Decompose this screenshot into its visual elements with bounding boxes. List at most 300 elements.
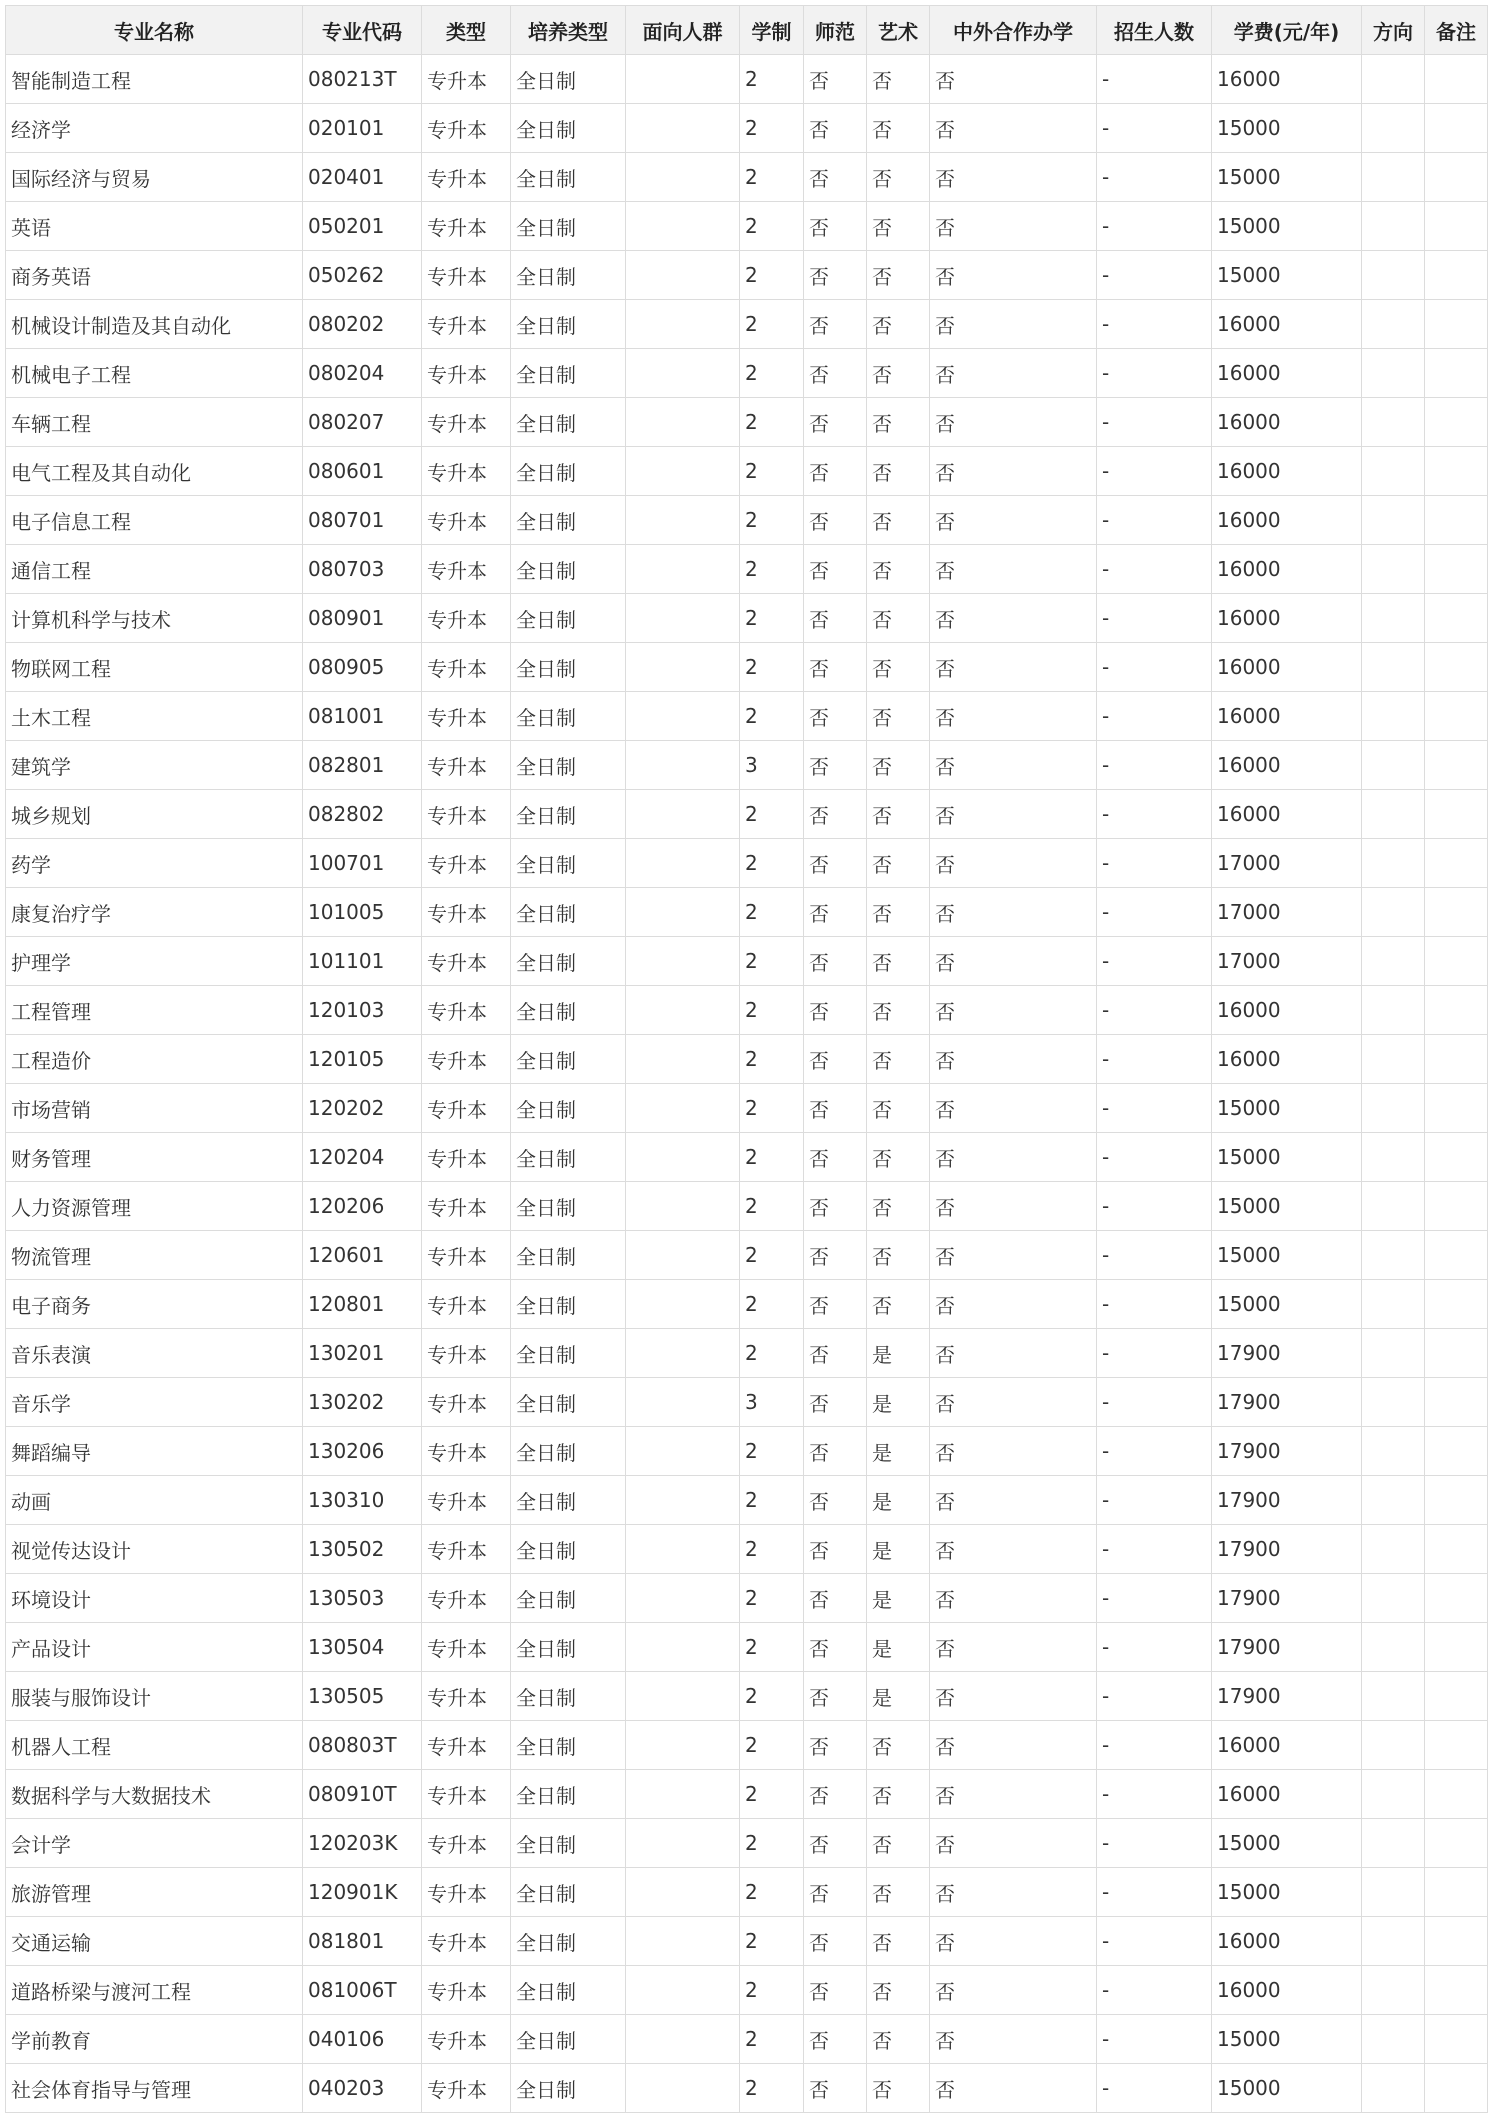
- tuition-cell: 17900: [1212, 1672, 1362, 1721]
- joint-program-cell: 否: [930, 1133, 1097, 1182]
- major-name-cell: 物联网工程: [6, 643, 303, 692]
- training-type-cell: 全日制: [511, 1427, 626, 1476]
- type-cell: 专升本: [422, 1427, 511, 1476]
- art-cell: 否: [867, 2064, 930, 2113]
- type-cell: 专升本: [422, 1133, 511, 1182]
- major-name-cell: 产品设计: [6, 1623, 303, 1672]
- direction-cell: [1362, 1476, 1425, 1525]
- duration-cell: 2: [740, 349, 804, 398]
- type-cell: 专升本: [422, 104, 511, 153]
- training-type-cell: 全日制: [511, 2015, 626, 2064]
- training-type-cell: 全日制: [511, 1966, 626, 2015]
- target-group-cell: [626, 447, 740, 496]
- target-group-cell: [626, 1476, 740, 1525]
- enrollment-cell: -: [1097, 1721, 1212, 1770]
- type-cell: 专升本: [422, 1329, 511, 1378]
- enrollment-cell: -: [1097, 447, 1212, 496]
- major-name-cell: 机器人工程: [6, 1721, 303, 1770]
- art-cell: 否: [867, 1182, 930, 1231]
- training-type-cell: 全日制: [511, 1721, 626, 1770]
- major-code-cell: 082802: [303, 790, 422, 839]
- duration-cell: 2: [740, 937, 804, 986]
- duration-cell: 2: [740, 1182, 804, 1231]
- type-cell: 专升本: [422, 447, 511, 496]
- major-code-cell: 120206: [303, 1182, 422, 1231]
- major-name-cell: 经济学: [6, 104, 303, 153]
- direction-cell: [1362, 986, 1425, 1035]
- duration-cell: 2: [740, 1672, 804, 1721]
- major-code-cell: 080207: [303, 398, 422, 447]
- duration-cell: 2: [740, 1966, 804, 2015]
- type-cell: 专升本: [422, 1231, 511, 1280]
- joint-program-cell: 否: [930, 2064, 1097, 2113]
- major-code-cell: 081801: [303, 1917, 422, 1966]
- target-group-cell: [626, 1770, 740, 1819]
- target-group-cell: [626, 1378, 740, 1427]
- duration-cell: 2: [740, 1721, 804, 1770]
- direction-cell: [1362, 1525, 1425, 1574]
- art-cell: 是: [867, 1525, 930, 1574]
- enrollment-cell: -: [1097, 1035, 1212, 1084]
- art-cell: 否: [867, 594, 930, 643]
- training-type-cell: 全日制: [511, 1182, 626, 1231]
- art-cell: 否: [867, 888, 930, 937]
- duration-cell: 2: [740, 1917, 804, 1966]
- remarks-cell: [1425, 300, 1488, 349]
- type-cell: 专升本: [422, 692, 511, 741]
- art-cell: 否: [867, 937, 930, 986]
- direction-cell: [1362, 1574, 1425, 1623]
- target-group-cell: [626, 55, 740, 104]
- duration-cell: 2: [740, 643, 804, 692]
- remarks-cell: [1425, 839, 1488, 888]
- major-code-cell: 080803T: [303, 1721, 422, 1770]
- table-row: [6, 692, 1488, 741]
- training-type-cell: 全日制: [511, 1084, 626, 1133]
- art-cell: 是: [867, 1378, 930, 1427]
- tuition-cell: 17900: [1212, 1476, 1362, 1525]
- target-group-cell: [626, 888, 740, 937]
- art-cell: 否: [867, 1868, 930, 1917]
- normal-school-cell: 否: [804, 1917, 867, 1966]
- normal-school-cell: 否: [804, 1721, 867, 1770]
- training-type-cell: 全日制: [511, 839, 626, 888]
- joint-program-cell: 否: [930, 2015, 1097, 2064]
- major-code-cell: 130201: [303, 1329, 422, 1378]
- type-cell: 专升本: [422, 300, 511, 349]
- remarks-cell: [1425, 1084, 1488, 1133]
- table-row: [6, 496, 1488, 545]
- table-row: [6, 839, 1488, 888]
- training-type-cell: 全日制: [511, 1476, 626, 1525]
- direction-cell: [1362, 643, 1425, 692]
- remarks-cell: [1425, 496, 1488, 545]
- table-row: [6, 300, 1488, 349]
- training-type-cell: 全日制: [511, 104, 626, 153]
- tuition-cell: 16000: [1212, 447, 1362, 496]
- type-cell: 专升本: [422, 937, 511, 986]
- tuition-cell: 17900: [1212, 1574, 1362, 1623]
- target-group-cell: [626, 300, 740, 349]
- direction-cell: [1362, 398, 1425, 447]
- normal-school-cell: 否: [804, 1476, 867, 1525]
- direction-cell: [1362, 1280, 1425, 1329]
- enrollment-cell: -: [1097, 986, 1212, 1035]
- joint-program-cell: 否: [930, 594, 1097, 643]
- joint-program-cell: 否: [930, 1427, 1097, 1476]
- normal-school-cell: 否: [804, 2064, 867, 2113]
- table-row: [6, 1280, 1488, 1329]
- remarks-cell: [1425, 741, 1488, 790]
- tuition-cell: 15000: [1212, 1133, 1362, 1182]
- remarks-cell: [1425, 1035, 1488, 1084]
- column-header-remarks: 备注: [1425, 6, 1488, 55]
- training-type-cell: 全日制: [511, 202, 626, 251]
- tuition-cell: 15000: [1212, 2064, 1362, 2113]
- type-cell: 专升本: [422, 349, 511, 398]
- tuition-cell: 16000: [1212, 594, 1362, 643]
- art-cell: 否: [867, 349, 930, 398]
- enrollment-cell: -: [1097, 153, 1212, 202]
- training-type-cell: 全日制: [511, 741, 626, 790]
- direction-cell: [1362, 741, 1425, 790]
- major-name-cell: 音乐表演: [6, 1329, 303, 1378]
- joint-program-cell: 否: [930, 1672, 1097, 1721]
- type-cell: 专升本: [422, 1672, 511, 1721]
- duration-cell: 2: [740, 300, 804, 349]
- art-cell: 否: [867, 104, 930, 153]
- tuition-cell: 15000: [1212, 1280, 1362, 1329]
- duration-cell: 2: [740, 1035, 804, 1084]
- target-group-cell: [626, 398, 740, 447]
- remarks-cell: [1425, 937, 1488, 986]
- target-group-cell: [626, 643, 740, 692]
- major-code-cell: 120105: [303, 1035, 422, 1084]
- column-header-duration: 学制: [740, 6, 804, 55]
- table-row: [6, 251, 1488, 300]
- remarks-cell: [1425, 2015, 1488, 2064]
- major-name-cell: 财务管理: [6, 1133, 303, 1182]
- direction-cell: [1362, 251, 1425, 300]
- training-type-cell: 全日制: [511, 594, 626, 643]
- joint-program-cell: 否: [930, 1819, 1097, 1868]
- table-row: [6, 594, 1488, 643]
- major-code-cell: 100701: [303, 839, 422, 888]
- direction-cell: [1362, 496, 1425, 545]
- type-cell: 专升本: [422, 1476, 511, 1525]
- remarks-cell: [1425, 398, 1488, 447]
- type-cell: 专升本: [422, 251, 511, 300]
- duration-cell: 2: [740, 1084, 804, 1133]
- major-code-cell: 120801: [303, 1280, 422, 1329]
- duration-cell: 2: [740, 153, 804, 202]
- major-name-cell: 音乐学: [6, 1378, 303, 1427]
- joint-program-cell: 否: [930, 741, 1097, 790]
- direction-cell: [1362, 2015, 1425, 2064]
- column-header-tuition: 学费(元/年): [1212, 6, 1362, 55]
- type-cell: 专升本: [422, 55, 511, 104]
- major-name-cell: 城乡规划: [6, 790, 303, 839]
- normal-school-cell: 否: [804, 692, 867, 741]
- type-cell: 专升本: [422, 643, 511, 692]
- enrollment-cell: -: [1097, 839, 1212, 888]
- target-group-cell: [626, 1182, 740, 1231]
- major-code-cell: 130503: [303, 1574, 422, 1623]
- direction-cell: [1362, 1182, 1425, 1231]
- enrollment-cell: -: [1097, 1770, 1212, 1819]
- training-type-cell: 全日制: [511, 937, 626, 986]
- joint-program-cell: 否: [930, 790, 1097, 839]
- major-code-cell: 101101: [303, 937, 422, 986]
- joint-program-cell: 否: [930, 1623, 1097, 1672]
- major-name-cell: 计算机科学与技术: [6, 594, 303, 643]
- normal-school-cell: 否: [804, 1672, 867, 1721]
- training-type-cell: 全日制: [511, 545, 626, 594]
- art-cell: 否: [867, 1966, 930, 2015]
- major-name-cell: 会计学: [6, 1819, 303, 1868]
- training-type-cell: 全日制: [511, 1035, 626, 1084]
- target-group-cell: [626, 104, 740, 153]
- joint-program-cell: 否: [930, 1868, 1097, 1917]
- table-row: [6, 1574, 1488, 1623]
- direction-cell: [1362, 839, 1425, 888]
- direction-cell: [1362, 1084, 1425, 1133]
- tuition-cell: 17900: [1212, 1525, 1362, 1574]
- training-type-cell: 全日制: [511, 1329, 626, 1378]
- target-group-cell: [626, 741, 740, 790]
- duration-cell: 2: [740, 888, 804, 937]
- direction-cell: [1362, 2064, 1425, 2113]
- enrollment-cell: -: [1097, 300, 1212, 349]
- duration-cell: 2: [740, 986, 804, 1035]
- joint-program-cell: 否: [930, 1280, 1097, 1329]
- major-code-cell: 120103: [303, 986, 422, 1035]
- tuition-cell: 15000: [1212, 1231, 1362, 1280]
- table-row: [6, 937, 1488, 986]
- training-type-cell: 全日制: [511, 986, 626, 1035]
- type-cell: 专升本: [422, 1182, 511, 1231]
- tuition-cell: 16000: [1212, 349, 1362, 398]
- normal-school-cell: 否: [804, 349, 867, 398]
- direction-cell: [1362, 447, 1425, 496]
- target-group-cell: [626, 153, 740, 202]
- type-cell: 专升本: [422, 398, 511, 447]
- major-name-cell: 人力资源管理: [6, 1182, 303, 1231]
- major-code-cell: 130310: [303, 1476, 422, 1525]
- major-code-cell: 101005: [303, 888, 422, 937]
- art-cell: 否: [867, 1770, 930, 1819]
- art-cell: 是: [867, 1672, 930, 1721]
- target-group-cell: [626, 1084, 740, 1133]
- column-header-direction: 方向: [1362, 6, 1425, 55]
- remarks-cell: [1425, 2064, 1488, 2113]
- target-group-cell: [626, 1917, 740, 1966]
- direction-cell: [1362, 1966, 1425, 2015]
- duration-cell: 2: [740, 202, 804, 251]
- enrollment-cell: -: [1097, 1917, 1212, 1966]
- direction-cell: [1362, 692, 1425, 741]
- enrollment-cell: -: [1097, 1084, 1212, 1133]
- table-row: [6, 888, 1488, 937]
- table-row: [6, 986, 1488, 1035]
- enrollment-cell: -: [1097, 1574, 1212, 1623]
- major-name-cell: 国际经济与贸易: [6, 153, 303, 202]
- art-cell: 否: [867, 447, 930, 496]
- major-code-cell: 020101: [303, 104, 422, 153]
- normal-school-cell: 否: [804, 1427, 867, 1476]
- column-header-target-group: 面向人群: [626, 6, 740, 55]
- joint-program-cell: 否: [930, 1182, 1097, 1231]
- remarks-cell: [1425, 1623, 1488, 1672]
- training-type-cell: 全日制: [511, 1525, 626, 1574]
- major-code-cell: 040203: [303, 2064, 422, 2113]
- art-cell: 否: [867, 202, 930, 251]
- tuition-cell: 16000: [1212, 1917, 1362, 1966]
- art-cell: 否: [867, 1280, 930, 1329]
- art-cell: 否: [867, 741, 930, 790]
- direction-cell: [1362, 1231, 1425, 1280]
- target-group-cell: [626, 1329, 740, 1378]
- joint-program-cell: 否: [930, 349, 1097, 398]
- enrollment-cell: -: [1097, 349, 1212, 398]
- major-code-cell: 130505: [303, 1672, 422, 1721]
- column-header-training-type: 培养类型: [511, 6, 626, 55]
- remarks-cell: [1425, 55, 1488, 104]
- remarks-cell: [1425, 1476, 1488, 1525]
- target-group-cell: [626, 1427, 740, 1476]
- direction-cell: [1362, 1917, 1425, 1966]
- type-cell: 专升本: [422, 1770, 511, 1819]
- target-group-cell: [626, 1819, 740, 1868]
- normal-school-cell: 否: [804, 1574, 867, 1623]
- column-header-major-code: 专业代码: [303, 6, 422, 55]
- direction-cell: [1362, 1819, 1425, 1868]
- training-type-cell: 全日制: [511, 1378, 626, 1427]
- type-cell: 专升本: [422, 839, 511, 888]
- enrollment-cell: -: [1097, 1182, 1212, 1231]
- table-row: [6, 1525, 1488, 1574]
- enrollment-cell: -: [1097, 202, 1212, 251]
- target-group-cell: [626, 2015, 740, 2064]
- direction-cell: [1362, 55, 1425, 104]
- type-cell: 专升本: [422, 1378, 511, 1427]
- direction-cell: [1362, 1133, 1425, 1182]
- remarks-cell: [1425, 692, 1488, 741]
- target-group-cell: [626, 1231, 740, 1280]
- duration-cell: 2: [740, 447, 804, 496]
- enrollment-cell: -: [1097, 104, 1212, 153]
- art-cell: 是: [867, 1427, 930, 1476]
- target-group-cell: [626, 349, 740, 398]
- table-row: [6, 1182, 1488, 1231]
- major-code-cell: 040106: [303, 2015, 422, 2064]
- target-group-cell: [626, 1868, 740, 1917]
- type-cell: 专升本: [422, 2064, 511, 2113]
- tuition-cell: 17000: [1212, 839, 1362, 888]
- art-cell: 否: [867, 1084, 930, 1133]
- training-type-cell: 全日制: [511, 349, 626, 398]
- enrollment-cell: -: [1097, 1672, 1212, 1721]
- target-group-cell: [626, 986, 740, 1035]
- table-row: [6, 349, 1488, 398]
- normal-school-cell: 否: [804, 937, 867, 986]
- table-row: [6, 1819, 1488, 1868]
- art-cell: 否: [867, 1133, 930, 1182]
- tuition-cell: 16000: [1212, 1770, 1362, 1819]
- major-code-cell: 120202: [303, 1084, 422, 1133]
- duration-cell: 2: [740, 594, 804, 643]
- target-group-cell: [626, 839, 740, 888]
- training-type-cell: 全日制: [511, 1280, 626, 1329]
- major-name-cell: 机械电子工程: [6, 349, 303, 398]
- direction-cell: [1362, 1868, 1425, 1917]
- major-code-cell: 082801: [303, 741, 422, 790]
- direction-cell: [1362, 1378, 1425, 1427]
- tuition-cell: 16000: [1212, 545, 1362, 594]
- target-group-cell: [626, 692, 740, 741]
- type-cell: 专升本: [422, 790, 511, 839]
- direction-cell: [1362, 594, 1425, 643]
- remarks-cell: [1425, 1378, 1488, 1427]
- target-group-cell: [626, 790, 740, 839]
- joint-program-cell: 否: [930, 839, 1097, 888]
- major-name-cell: 环境设计: [6, 1574, 303, 1623]
- major-name-cell: 康复治疗学: [6, 888, 303, 937]
- enrollment-cell: -: [1097, 1231, 1212, 1280]
- major-name-cell: 通信工程: [6, 545, 303, 594]
- major-code-cell: 120204: [303, 1133, 422, 1182]
- normal-school-cell: 否: [804, 545, 867, 594]
- type-cell: 专升本: [422, 1525, 511, 1574]
- joint-program-cell: 否: [930, 398, 1097, 447]
- duration-cell: 2: [740, 104, 804, 153]
- tuition-cell: 16000: [1212, 496, 1362, 545]
- major-name-cell: 工程造价: [6, 1035, 303, 1084]
- major-code-cell: 080213T: [303, 55, 422, 104]
- remarks-cell: [1425, 1868, 1488, 1917]
- major-code-cell: 080703: [303, 545, 422, 594]
- art-cell: 否: [867, 2015, 930, 2064]
- table-row: [6, 2064, 1488, 2113]
- duration-cell: 2: [740, 839, 804, 888]
- joint-program-cell: 否: [930, 937, 1097, 986]
- remarks-cell: [1425, 594, 1488, 643]
- art-cell: 否: [867, 1917, 930, 1966]
- major-name-cell: 服装与服饰设计: [6, 1672, 303, 1721]
- joint-program-cell: 否: [930, 1329, 1097, 1378]
- tuition-cell: 17900: [1212, 1329, 1362, 1378]
- joint-program-cell: 否: [930, 153, 1097, 202]
- remarks-cell: [1425, 104, 1488, 153]
- major-code-cell: 020401: [303, 153, 422, 202]
- training-type-cell: 全日制: [511, 300, 626, 349]
- duration-cell: 2: [740, 55, 804, 104]
- joint-program-cell: 否: [930, 1476, 1097, 1525]
- direction-cell: [1362, 1721, 1425, 1770]
- joint-program-cell: 否: [930, 545, 1097, 594]
- remarks-cell: [1425, 1917, 1488, 1966]
- joint-program-cell: 否: [930, 1525, 1097, 1574]
- major-code-cell: 080701: [303, 496, 422, 545]
- joint-program-cell: 否: [930, 1966, 1097, 2015]
- type-cell: 专升本: [422, 1084, 511, 1133]
- enrollment-cell: -: [1097, 1133, 1212, 1182]
- major-code-cell: 080204: [303, 349, 422, 398]
- training-type-cell: 全日制: [511, 790, 626, 839]
- art-cell: 是: [867, 1574, 930, 1623]
- table-row: [6, 1868, 1488, 1917]
- normal-school-cell: 否: [804, 839, 867, 888]
